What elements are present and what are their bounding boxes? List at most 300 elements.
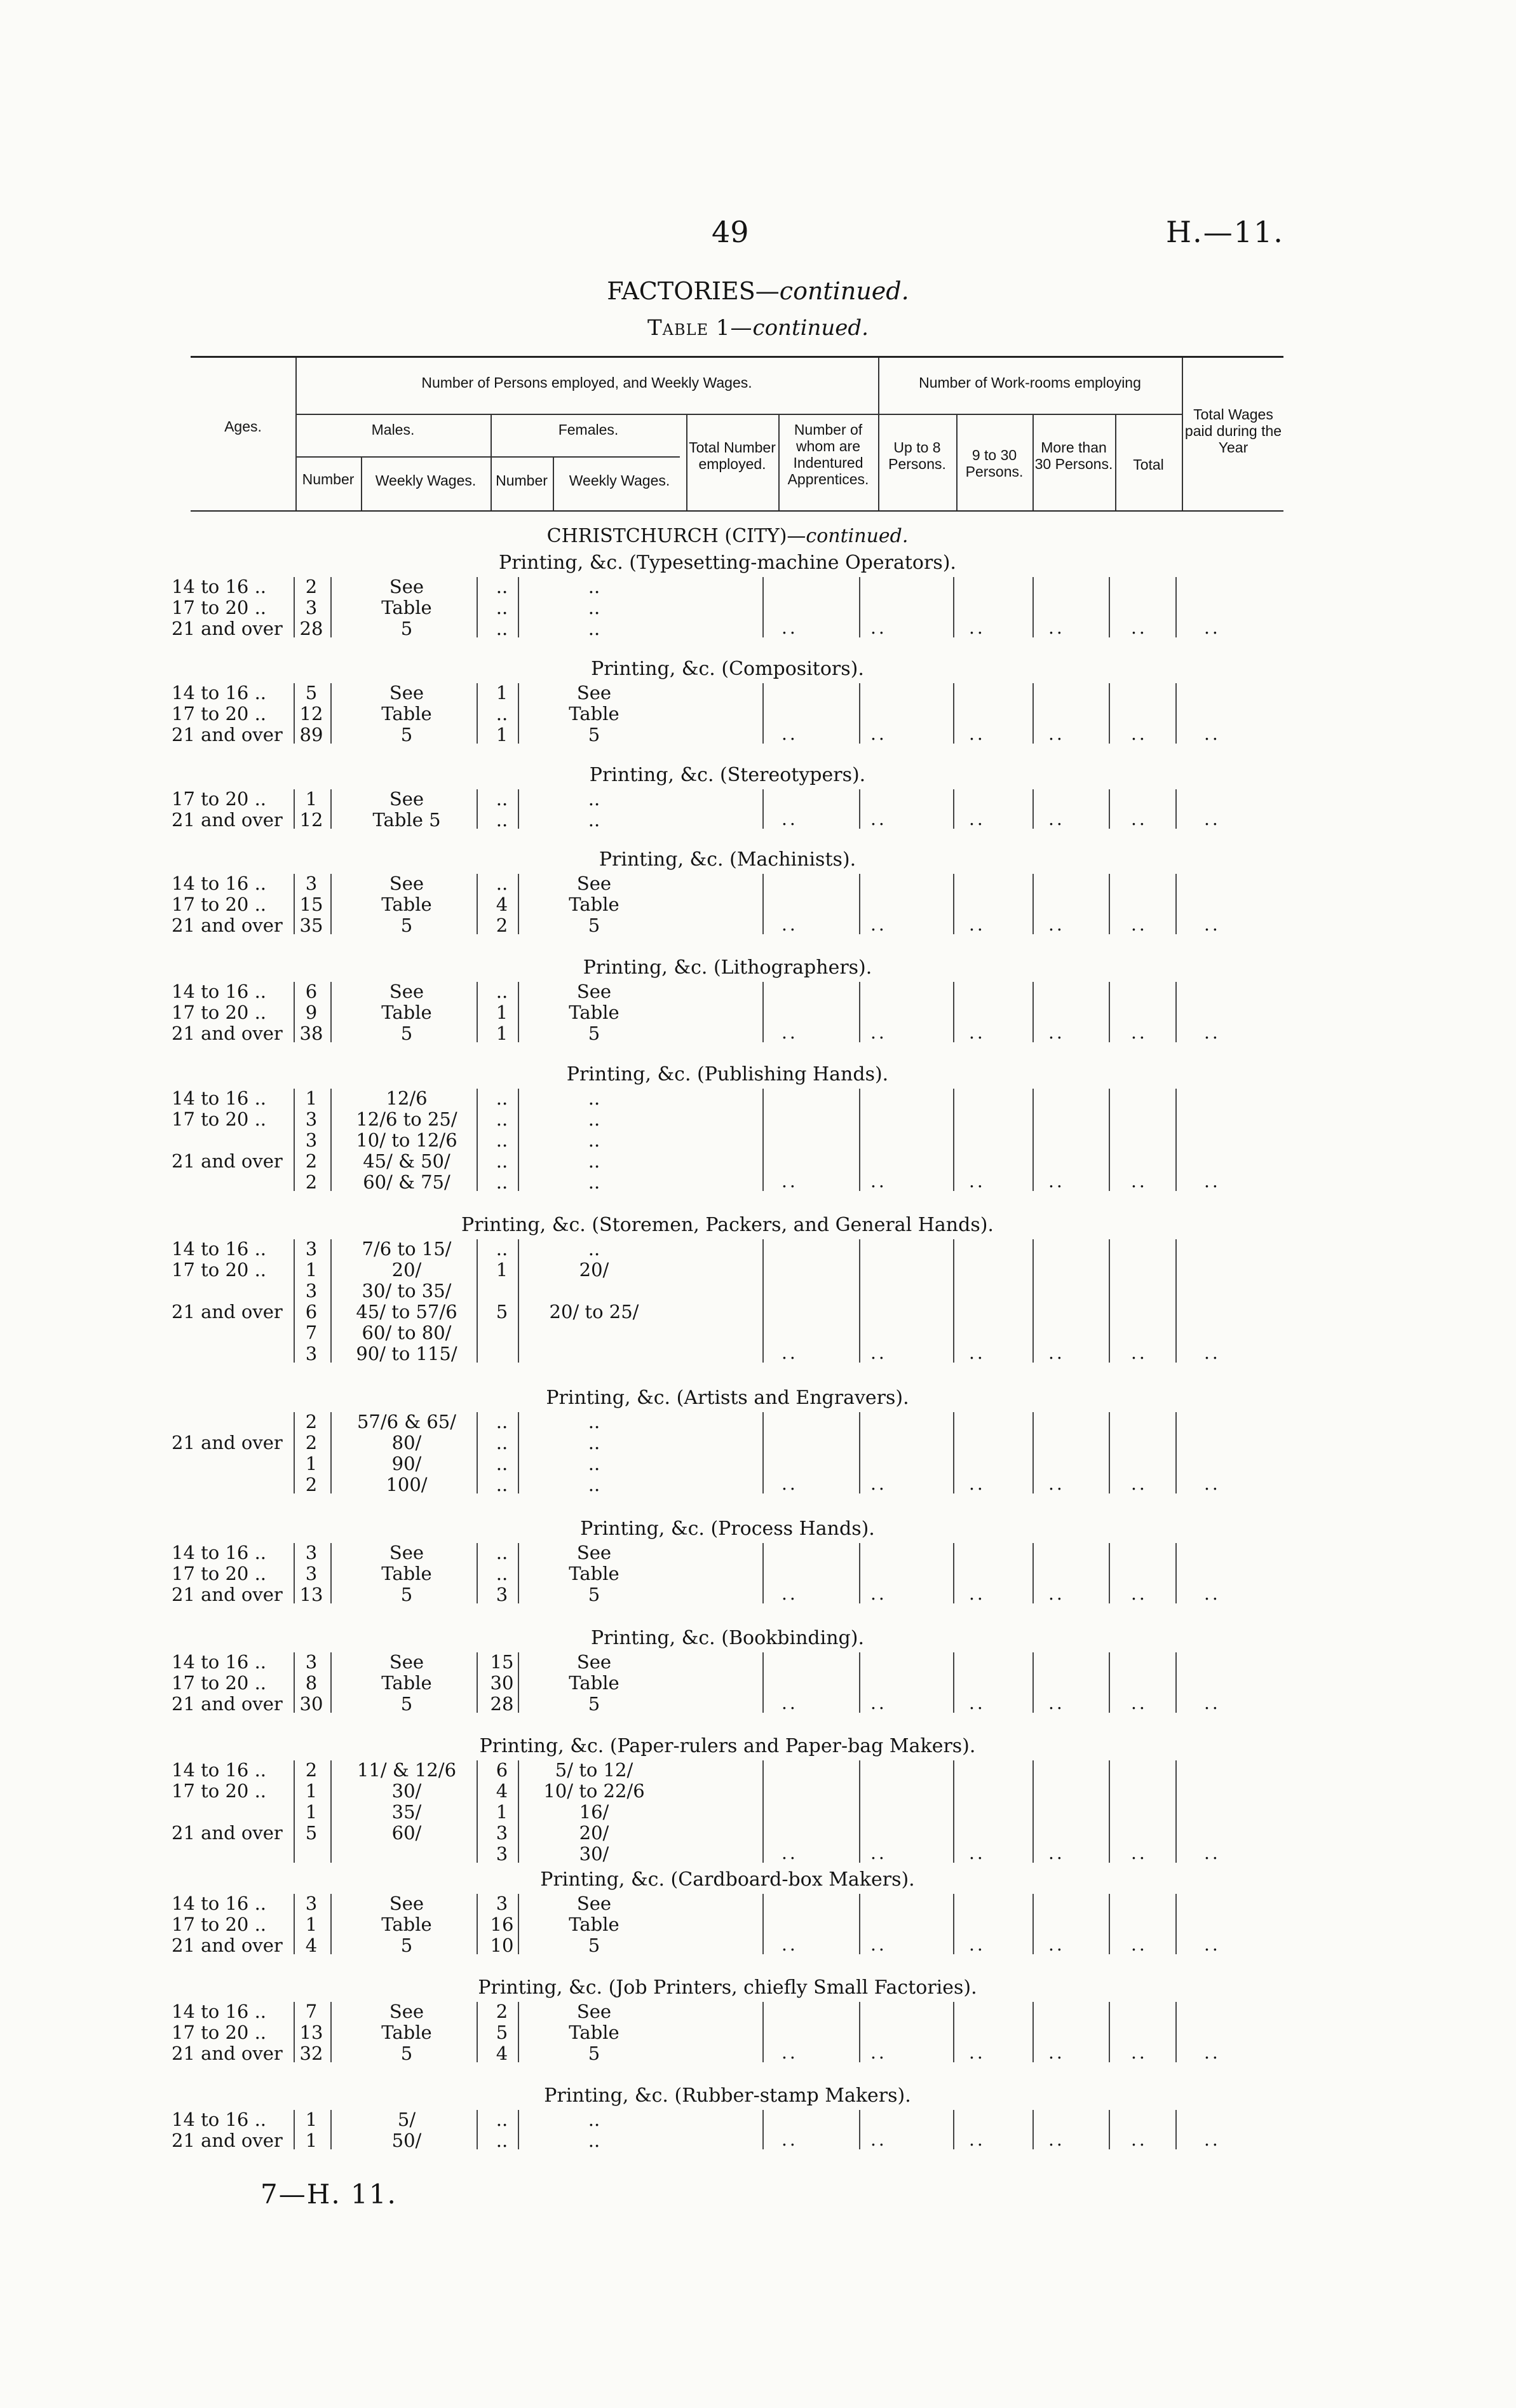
title-main: FACTORIES— <box>607 277 780 305</box>
male-number: 28 <box>299 618 323 639</box>
row-age: 21 and over <box>172 618 283 639</box>
female-number: 1 <box>496 1023 508 1044</box>
column-rule <box>953 1894 954 1954</box>
empty-cell-dots: .. <box>969 1342 985 1363</box>
column-rule <box>859 1543 860 1603</box>
empty-cell-dots: .. <box>1204 1473 1221 1494</box>
male-wages: See <box>389 873 424 894</box>
empty-cell-dots: .. <box>870 2042 887 2063</box>
column-rule <box>518 2110 519 2149</box>
female-wages: .. <box>588 576 600 597</box>
row-age <box>172 1843 292 1865</box>
header-9-to-30: 9 to 30 Persons. <box>965 447 1024 480</box>
column-rule <box>953 789 954 829</box>
column-rule <box>294 577 295 637</box>
male-wages: Table <box>381 597 432 618</box>
empty-cell-dots: .. <box>870 1171 887 1192</box>
female-wages: See <box>576 873 612 894</box>
row-age: 21 and over <box>172 1150 283 1172</box>
male-wages: Table 5 <box>372 809 441 831</box>
column-rule <box>477 1412 478 1493</box>
row-age: 17 to 20 .. <box>172 597 267 618</box>
male-number: 2 <box>305 1411 318 1432</box>
row-age: 14 to 16 .. <box>172 981 267 1002</box>
empty-cell-dots: .. <box>1204 808 1221 829</box>
male-wages: 10/ to 12/6 <box>356 1129 457 1151</box>
empty-cell-dots: .. <box>1048 1473 1065 1494</box>
row-age <box>172 1280 292 1302</box>
column-rule <box>1109 683 1110 744</box>
female-number: 1 <box>496 1801 508 1823</box>
female-wages: .. <box>588 809 600 831</box>
female-wages: .. <box>588 1171 600 1193</box>
empty-cell-dots: .. <box>1131 1692 1147 1713</box>
female-wages: 20/ <box>579 1259 609 1281</box>
column-rule <box>477 1894 478 1954</box>
column-rule <box>762 1412 764 1493</box>
column-rule <box>330 982 332 1042</box>
row-age: 14 to 16 .. <box>172 1542 267 1563</box>
female-number: 3 <box>496 1843 508 1865</box>
male-number: 5 <box>305 682 318 704</box>
female-wages: See <box>576 1893 612 1914</box>
male-wages: 90/ to 115/ <box>356 1343 457 1364</box>
female-wages: .. <box>588 2109 600 2130</box>
row-age: 21 and over <box>172 724 283 745</box>
column-rule <box>1175 1089 1177 1191</box>
column-rule <box>1175 2110 1177 2149</box>
empty-cell-dots: .. <box>870 1022 887 1043</box>
female-wages: Table <box>569 2022 619 2043</box>
male-number: 2 <box>305 1474 318 1495</box>
empty-cell-dots: .. <box>1131 808 1147 829</box>
group-title: Printing, &c. (Compositors). <box>591 658 864 680</box>
female-wages: .. <box>588 1150 600 1172</box>
empty-cell-dots: .. <box>1131 1583 1147 1604</box>
male-number: 1 <box>305 1087 318 1109</box>
female-number: .. <box>496 703 508 724</box>
column-rule <box>953 1412 954 1493</box>
column-rule <box>294 1089 295 1191</box>
empty-cell-dots: .. <box>1204 1842 1221 1863</box>
male-number: 13 <box>299 2022 323 2043</box>
female-wages: 20/ <box>579 1822 609 1844</box>
column-rule <box>477 982 478 1042</box>
row-age: 17 to 20 .. <box>172 2022 267 2043</box>
male-wages: See <box>389 1893 424 1914</box>
female-wages: .. <box>588 1411 600 1432</box>
male-wages: 80/ <box>391 1432 422 1453</box>
column-rule <box>477 1239 478 1363</box>
male-number: 4 <box>305 1935 318 1956</box>
empty-cell-dots: .. <box>1204 1022 1221 1043</box>
section-title-italic: continued. <box>806 525 909 547</box>
header-apprentices: Number of whom are Indentured Apprentices. <box>787 421 869 487</box>
empty-cell-dots: .. <box>1048 617 1065 638</box>
column-rule <box>330 577 332 637</box>
empty-cell-dots: .. <box>1131 1473 1147 1494</box>
row-age <box>172 1343 292 1364</box>
male-wages: 5 <box>400 915 413 936</box>
table-subtitle <box>0 315 1516 341</box>
male-number: 35 <box>299 915 323 936</box>
column-rule <box>953 577 954 637</box>
empty-cell-dots: .. <box>782 2129 798 2150</box>
male-number: 3 <box>305 1108 318 1130</box>
female-wages: .. <box>588 1108 600 1130</box>
female-wages: Table <box>569 703 619 724</box>
column-rule <box>294 1543 295 1603</box>
column-rule <box>518 1239 519 1363</box>
column-rule <box>330 1239 332 1363</box>
empty-cell-dots: .. <box>870 2129 887 2150</box>
male-wages: Table <box>381 1914 432 1935</box>
row-age <box>172 1411 292 1432</box>
empty-cell-dots: .. <box>870 1342 887 1363</box>
page-number: 49 <box>712 215 749 249</box>
male-number: 7 <box>305 2001 318 2022</box>
column-rule <box>294 1760 295 1863</box>
column-rule <box>1032 1412 1034 1493</box>
column-rule <box>1109 2002 1110 2062</box>
female-wages: 5/ to 12/ <box>555 1759 633 1781</box>
document-code: H.—11. <box>1166 215 1284 249</box>
column-rule <box>762 1760 764 1863</box>
row-age: 14 to 16 .. <box>172 682 267 704</box>
female-wages: .. <box>588 1129 600 1151</box>
column-rule <box>859 2110 860 2149</box>
male-number: 5 <box>305 1822 318 1844</box>
row-age: 21 and over <box>172 1693 283 1715</box>
column-rule <box>294 982 295 1042</box>
column-rule <box>518 1089 519 1191</box>
female-number: 15 <box>490 1651 514 1673</box>
column-rule <box>477 1543 478 1603</box>
column-rule <box>477 1652 478 1713</box>
column-rule <box>477 1089 478 1191</box>
column-rule <box>330 1543 332 1603</box>
male-wages: 60/ & 75/ <box>363 1171 450 1193</box>
female-wages: 5 <box>588 915 600 936</box>
header-male-number: Number <box>302 471 355 487</box>
empty-cell-dots: .. <box>870 1692 887 1713</box>
column-rule <box>477 683 478 744</box>
female-number <box>489 1343 515 1364</box>
column-rule <box>1175 683 1177 744</box>
male-wages: 100/ <box>386 1474 428 1495</box>
row-age <box>172 1474 292 1495</box>
header-more-than-30: More than 30 Persons. <box>1034 439 1113 472</box>
row-age: 21 and over <box>172 1822 283 1844</box>
empty-cell-dots: .. <box>782 1171 798 1192</box>
male-wages: 5 <box>400 1023 413 1044</box>
male-wages: Table <box>381 703 432 724</box>
empty-cell-dots: .. <box>1204 1583 1221 1604</box>
column-rule <box>1109 1760 1110 1863</box>
column-rule <box>953 2002 954 2062</box>
male-wages: 5 <box>400 1584 413 1605</box>
male-number: 1 <box>305 2109 318 2130</box>
column-rule <box>953 1239 954 1363</box>
group-title: Printing, &c. (Lithographers). <box>583 956 872 979</box>
female-wages: 16/ <box>579 1801 609 1823</box>
empty-cell-dots: .. <box>1131 617 1147 638</box>
column-rule <box>294 2002 295 2062</box>
female-number: 4 <box>496 2043 508 2064</box>
female-number: 4 <box>496 894 508 915</box>
male-wages: 60/ <box>391 1822 422 1844</box>
row-age: 14 to 16 .. <box>172 873 267 894</box>
female-wages: See <box>576 981 612 1002</box>
male-wages: 35/ <box>391 1801 422 1823</box>
row-age: 21 and over <box>172 2043 283 2064</box>
group-title: Printing, &c. (Typesetting-machine Operators). <box>499 552 956 574</box>
column-rule <box>330 789 332 829</box>
female-number: .. <box>496 1171 508 1193</box>
male-number: 3 <box>305 1542 318 1563</box>
column-rule <box>1032 789 1034 829</box>
column-rule <box>953 1543 954 1603</box>
empty-cell-dots: .. <box>1204 1934 1221 1955</box>
empty-cell-dots: .. <box>1131 1171 1147 1192</box>
row-age: 17 to 20 .. <box>172 1563 267 1584</box>
group-title: Printing, &c. (Artists and Engravers). <box>546 1387 909 1409</box>
row-age <box>172 1322 292 1343</box>
table-header <box>191 356 1283 512</box>
male-wages: 5 <box>400 1693 413 1715</box>
empty-cell-dots: .. <box>1048 1022 1065 1043</box>
column-rule <box>1109 982 1110 1042</box>
female-wages: 30/ <box>579 1843 609 1865</box>
empty-cell-dots: .. <box>969 1473 985 1494</box>
row-age: 21 and over <box>172 1935 283 1956</box>
column-rule <box>330 874 332 934</box>
column-rule <box>1109 789 1110 829</box>
male-number: 1 <box>305 1914 318 1935</box>
group-title: Printing, &c. (Stereotypers). <box>589 764 866 786</box>
female-wages: See <box>576 1542 612 1563</box>
female-wages: .. <box>588 597 600 618</box>
column-rule <box>294 1412 295 1493</box>
male-wages: See <box>389 981 424 1002</box>
female-wages: See <box>576 1651 612 1673</box>
male-number: 7 <box>305 1322 318 1343</box>
male-number: 2 <box>305 576 318 597</box>
group-title: Printing, &c. (Machinists). <box>599 848 856 871</box>
male-number: 8 <box>305 1672 318 1694</box>
empty-cell-dots: .. <box>969 1022 985 1043</box>
male-number: 3 <box>305 1280 318 1302</box>
column-rule <box>1109 1652 1110 1713</box>
female-wages: Table <box>569 894 619 915</box>
row-age <box>172 1171 292 1193</box>
column-rule <box>953 982 954 1042</box>
column-rule <box>477 2002 478 2062</box>
male-number: 1 <box>305 1780 318 1802</box>
group-title: Printing, &c. (Publishing Hands). <box>566 1063 889 1085</box>
female-number: .. <box>496 873 508 894</box>
subtitle-italic: continued. <box>752 315 869 341</box>
column-rule <box>762 683 764 744</box>
column-rule <box>330 683 332 744</box>
row-age <box>172 1453 292 1474</box>
empty-cell-dots: .. <box>782 1842 798 1863</box>
column-rule <box>518 1543 519 1603</box>
female-wages: .. <box>588 1453 600 1474</box>
female-number: 16 <box>490 1914 514 1935</box>
female-number: .. <box>496 1563 508 1584</box>
column-rule <box>518 1652 519 1713</box>
column-rule <box>1175 1412 1177 1493</box>
empty-cell-dots: .. <box>1131 723 1147 744</box>
male-wages: See <box>389 788 424 810</box>
male-number: 1 <box>305 1453 318 1474</box>
section-title-main: CHRISTCHURCH (CITY)— <box>546 525 806 547</box>
male-wages: 5/ <box>397 2109 416 2130</box>
header-up-to-8: Up to 8 Persons. <box>888 439 946 472</box>
header-female-wages: Weekly Wages. <box>569 472 670 489</box>
male-wages: 5 <box>400 1935 413 1956</box>
male-wages: 7/6 to 15/ <box>362 1238 452 1260</box>
male-number: 1 <box>305 1801 318 1823</box>
male-number: 3 <box>305 873 318 894</box>
female-number: .. <box>496 809 508 831</box>
female-wages: Table <box>569 1002 619 1023</box>
male-wages: See <box>389 1542 424 1563</box>
female-wages: Table <box>569 1914 619 1935</box>
header-rule <box>295 414 1182 415</box>
column-rule <box>762 1239 764 1363</box>
column-rule <box>953 683 954 744</box>
female-number: 1 <box>496 1002 508 1023</box>
row-age <box>172 1129 292 1151</box>
column-rule <box>518 1894 519 1954</box>
female-number: .. <box>496 1150 508 1172</box>
row-age: 21 and over <box>172 915 283 936</box>
row-age: 14 to 16 .. <box>172 1893 267 1914</box>
female-number: .. <box>496 2130 508 2151</box>
column-rule <box>1032 577 1034 637</box>
column-rule <box>859 2002 860 2062</box>
female-wages: 5 <box>588 1023 600 1044</box>
column-rule <box>1109 1239 1110 1363</box>
column-rule <box>330 2110 332 2149</box>
column-rule <box>330 1412 332 1493</box>
empty-cell-dots: .. <box>782 723 798 744</box>
empty-cell-dots: .. <box>1131 1842 1147 1863</box>
column-rule <box>477 577 478 637</box>
male-wages: See <box>389 1651 424 1673</box>
row-age: 21 and over <box>172 1432 283 1453</box>
column-rule <box>1175 1543 1177 1603</box>
empty-cell-dots: .. <box>870 1842 887 1863</box>
male-wages: See <box>389 576 424 597</box>
column-rule <box>330 1894 332 1954</box>
column-rule <box>1175 874 1177 934</box>
column-rule <box>859 1652 860 1713</box>
male-number: 1 <box>305 788 318 810</box>
column-rule <box>1175 577 1177 637</box>
column-rule <box>294 683 295 744</box>
column-rule <box>1032 982 1034 1042</box>
male-wages: Table <box>381 1002 432 1023</box>
column-rule <box>518 1760 519 1863</box>
empty-cell-dots: .. <box>1204 617 1221 638</box>
column-rule <box>762 1652 764 1713</box>
column-rule <box>1032 2002 1034 2062</box>
female-number: .. <box>496 981 508 1002</box>
column-rule <box>859 1239 860 1363</box>
female-wages <box>527 1343 661 1364</box>
column-rule <box>518 1412 519 1493</box>
header-persons: Number of Persons employed, and Weekly Wages. <box>421 374 752 391</box>
column-rule <box>1032 683 1034 744</box>
empty-cell-dots: .. <box>1048 1583 1065 1604</box>
row-age: 14 to 16 .. <box>172 1087 267 1109</box>
column-rule <box>1109 1894 1110 1954</box>
row-age: 17 to 20 .. <box>172 1914 267 1935</box>
female-number: .. <box>496 576 508 597</box>
empty-cell-dots: .. <box>870 1583 887 1604</box>
column-rule <box>1032 1894 1034 1954</box>
female-number: 4 <box>496 1780 508 1802</box>
column-rule <box>762 789 764 829</box>
column-rule <box>762 874 764 934</box>
empty-cell-dots: .. <box>1048 1171 1065 1192</box>
header-total-employed: Total Number employed. <box>689 439 776 472</box>
male-number: 2 <box>305 1150 318 1172</box>
empty-cell-dots: .. <box>1204 1342 1221 1363</box>
column-rule <box>953 1652 954 1713</box>
female-number: .. <box>496 1432 508 1453</box>
group-title: Printing, &c. (Storemen, Packers, and General Hands). <box>461 1214 994 1236</box>
male-number <box>299 1843 324 1865</box>
female-wages: Table <box>569 1563 619 1584</box>
female-wages: 5 <box>588 1935 600 1956</box>
empty-cell-dots: .. <box>870 1934 887 1955</box>
empty-cell-dots: .. <box>870 723 887 744</box>
header-males: Males. <box>371 421 415 438</box>
female-number: 2 <box>496 2001 508 2022</box>
empty-cell-dots: .. <box>870 617 887 638</box>
header-total: Total <box>1133 456 1164 473</box>
empty-cell-dots: .. <box>969 723 985 744</box>
column-rule <box>762 982 764 1042</box>
empty-cell-dots: .. <box>782 1692 798 1713</box>
column-rule <box>762 2002 764 2062</box>
column-rule <box>762 1089 764 1191</box>
empty-cell-dots: .. <box>969 914 985 935</box>
column-rule <box>1032 874 1034 934</box>
male-wages: 60/ to 80/ <box>362 1322 452 1343</box>
row-age: 17 to 20 .. <box>172 894 267 915</box>
column-rule <box>1175 2002 1177 2062</box>
empty-cell-dots: .. <box>969 808 985 829</box>
column-rule <box>859 1412 860 1493</box>
female-wages: 5 <box>588 1584 600 1605</box>
empty-cell-dots: .. <box>1204 2042 1221 2063</box>
group-title: Printing, &c. (Bookbinding). <box>590 1627 864 1649</box>
empty-cell-dots: .. <box>782 2042 798 2063</box>
row-age: 17 to 20 .. <box>172 1002 267 1023</box>
male-wages: 57/6 & 65/ <box>356 1411 457 1432</box>
empty-cell-dots: .. <box>969 1842 985 1863</box>
female-number <box>489 1322 515 1343</box>
empty-cell-dots: .. <box>1131 914 1147 935</box>
column-rule <box>1175 982 1177 1042</box>
male-number: 12 <box>299 703 323 724</box>
male-wages: 45/ & 50/ <box>363 1150 450 1172</box>
